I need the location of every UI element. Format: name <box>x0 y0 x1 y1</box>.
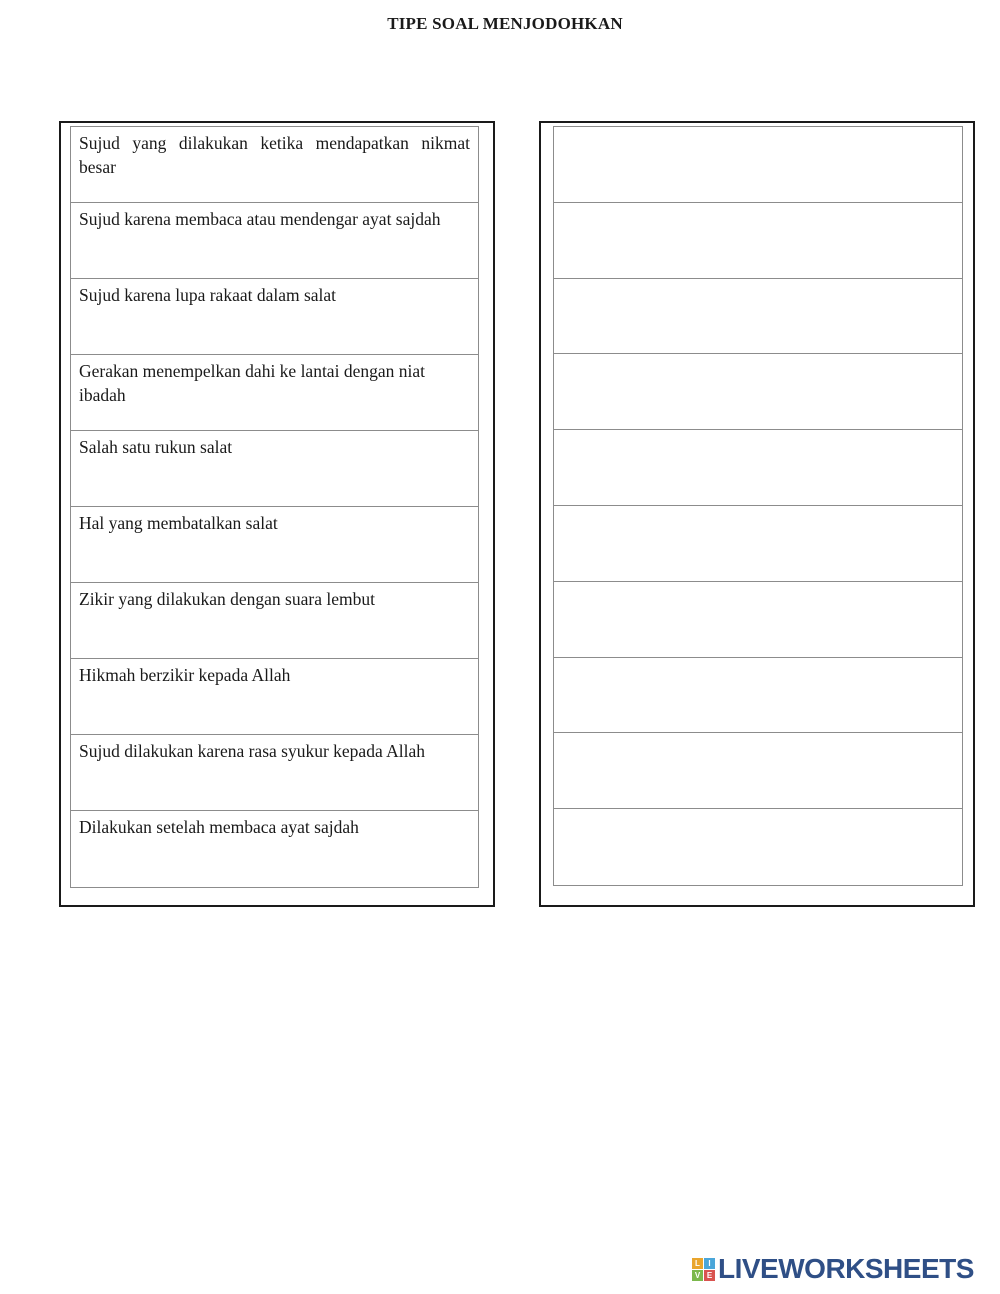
question-cell: Zikir yang dilakukan dengan suara lembut <box>71 583 478 659</box>
question-cell: Sujud karena membaca atau mendengar ayat sajdah <box>71 203 478 279</box>
questions-panel <box>59 121 495 907</box>
answers-panel <box>539 121 975 907</box>
question-cell: Sujud dilakukan karena rasa syukur kepada Allah <box>71 735 478 811</box>
answer-drop-slot[interactable] <box>554 658 962 734</box>
logo-tile: V <box>692 1270 703 1281</box>
answer-drop-slot[interactable] <box>554 279 962 355</box>
question-cell: Sujud karena lupa rakaat dalam salat <box>71 279 478 355</box>
answer-drop-slot[interactable] <box>554 506 962 582</box>
answers-table <box>553 126 963 886</box>
logo-tile: L <box>692 1258 703 1269</box>
question-cell: Sujud yang dilakukan ketika mendapatkan nikmat besar <box>71 127 478 203</box>
question-cell: Hal yang membatalkan salat <box>71 507 478 583</box>
logo-tile: I <box>704 1258 715 1269</box>
logo-text: LIVEWORKSHEETS <box>718 1253 974 1284</box>
question-cell: Hikmah berzikir kepada Allah <box>71 659 478 735</box>
question-cell: Dilakukan setelah membaca ayat sajdah <box>79 817 359 837</box>
answer-drop-slot[interactable] <box>554 203 962 279</box>
questions-table <box>70 126 479 888</box>
answer-drop-slot[interactable] <box>554 127 962 203</box>
answer-drop-slot[interactable] <box>554 733 962 809</box>
liveworksheets-logo-icon <box>692 1258 715 1281</box>
logo-tile: E <box>704 1270 715 1281</box>
question-cell: Gerakan menempelkan dahi ke lantai dengan niat ibadah <box>71 355 478 431</box>
answer-drop-slot[interactable] <box>554 809 962 885</box>
answer-drop-slot[interactable] <box>554 582 962 658</box>
answer-drop-slot[interactable] <box>554 430 962 506</box>
question-cell: Salah satu rukun salat <box>71 431 478 507</box>
answer-drop-slot[interactable] <box>554 354 962 430</box>
page-title: TIPE SOAL MENJODOHKAN <box>387 14 623 33</box>
liveworksheets-logo <box>692 1254 992 1284</box>
